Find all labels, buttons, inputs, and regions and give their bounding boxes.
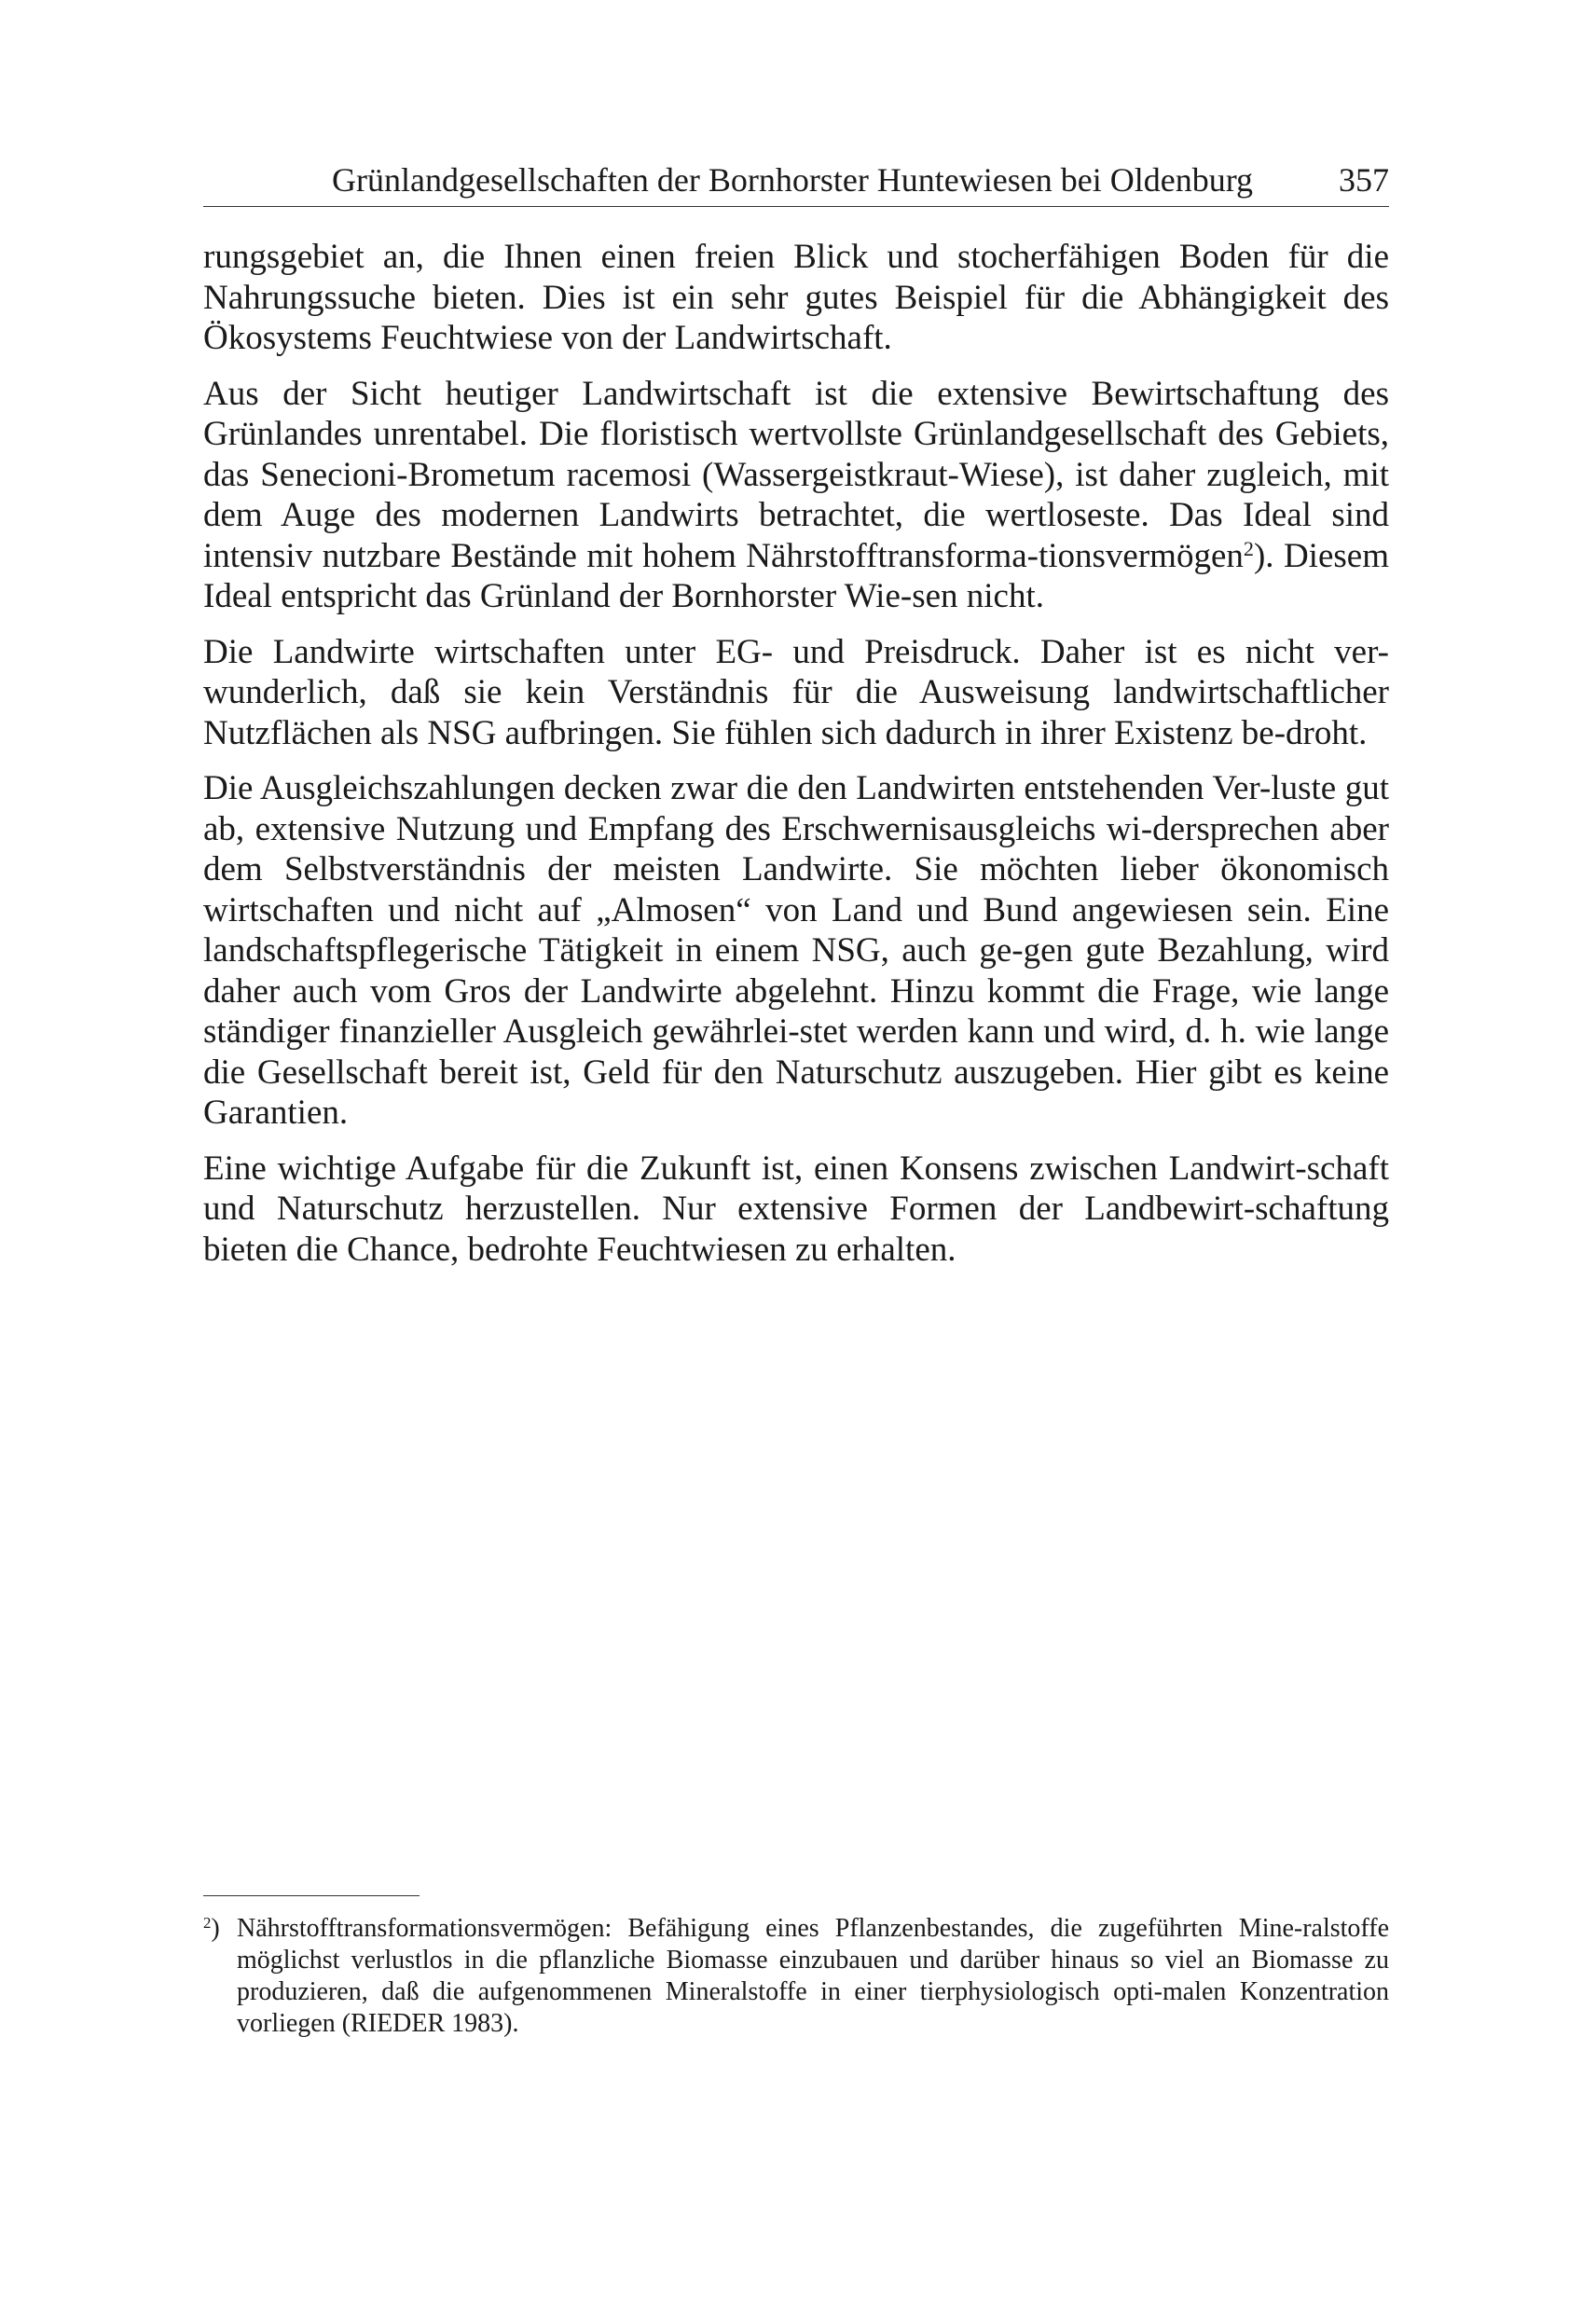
paragraph-3 — [203, 632, 1389, 754]
running-head-title: Grünlandgesellschaften der Bornhorster Huntewiesen bei Oldenburg — [332, 161, 1254, 199]
footnote-marker-paren: ) — [211, 1914, 220, 1943]
running-head — [203, 154, 1389, 207]
footnote-marker-number: 2 — [203, 1913, 212, 1932]
paragraph-4-text: Die Ausgleichszahlungen decken zwar die den Landwirten entstehenden Ver-luste gut ab, extensive Nutzung und Empfang des Erschwernisausgleichs wi-dersprechen aber dem Selbstverständnis der meisten Landwirte. Sie möchten lieber ökonomisch wirtschaften und nicht auf „Almosen“ von Land und Bund angewiesen sein. Eine landschaftspflegerische Tätigkeit in einem NSG, auch ge-gen gute Bezahlung, wird daher auch vom Gros der Landwirte abgelehnt. Hinzu kommt die Frage, wie lange ständiger finanzieller Ausgleich gewährlei-stet werden kann und wird, d. h. wie lange die Gesellschaft bereit ist, Geld für den Naturschutz auszugeben. Hier gibt es keine Garantien. — [203, 769, 1389, 1132]
paragraph-3-text: Die Landwirte wirtschaften unter EG- und Preisdruck. Daher ist es nicht ver-wunderlich, daß sie kein Verständnis für die Ausweisung landwirtschaftlicher Nutzflächen als NSG aufbringen. Sie fühlen sich dadurch in ihrer Existenz be-droht. — [203, 632, 1389, 752]
paragraph-5 — [203, 1149, 1389, 1271]
page-number: 357 — [1339, 161, 1389, 199]
footnote-divider — [203, 1895, 420, 1896]
paragraph-4 — [203, 768, 1389, 1134]
paragraph-2 — [203, 374, 1389, 617]
body-text — [203, 237, 1389, 1285]
paragraph-2-text-after: ). Diesem Ideal entspricht das Grünland der Bornhorster Wie-sen nicht. — [203, 536, 1389, 615]
footnote-reference: 2 — [1243, 536, 1254, 560]
paragraph-1 — [203, 237, 1389, 359]
footnote-text: Nährstofftransformationsvermögen: Befähigung eines Pflanzenbestandes, die zugeführten Mine-ralstoffe möglichst verlustlos in die pflanzliche Biomasse einzubauen und darüber hinaus so viel an Biomasse zu produzieren, daß die aufgenommenen Mineralstoffe in einer tierphysiologisch opti-malen Konzentration vorliegen (RIEDER 1983). — [237, 1914, 1389, 2038]
paragraph-1-text: rungsgebiet an, die Ihnen einen freien Blick und stocherfähigen Boden für die Nahrungssuche bieten. Dies ist ein sehr gutes Beispiel für die Abhängigkeit des Ökosystems Feuchtwiese von der Landwirtschaft. — [203, 238, 1389, 357]
footnote — [203, 1913, 1389, 2040]
paragraph-2-text: Aus der Sicht heutiger Landwirtschaft ist die extensive Bewirtschaftung des Grünlandes unrentabel. Die floristisch wertvollste Grünlandgesellschaft des Gebiets, das Senecioni-Brometum racemosi (Wassergeistkraut-Wiese), ist daher zugleich, mit dem Auge des modernen Landwirts betrachtet, die wertloseste. Das Ideal sind intensiv nutzbare Bestände mit hohem Nährstofftransforma-tionsvermögen — [203, 374, 1389, 575]
paragraph-5-text: Eine wichtige Aufgabe für die Zukunft ist, einen Konsens zwischen Landwirt-schaft und Naturschutz herzustellen. Nur extensive Formen der Landbewirt-schaftung bieten die Chance, bedrohte Feuchtwiesen zu erhalten. — [203, 1149, 1389, 1269]
footnote-marker — [203, 1913, 220, 1945]
